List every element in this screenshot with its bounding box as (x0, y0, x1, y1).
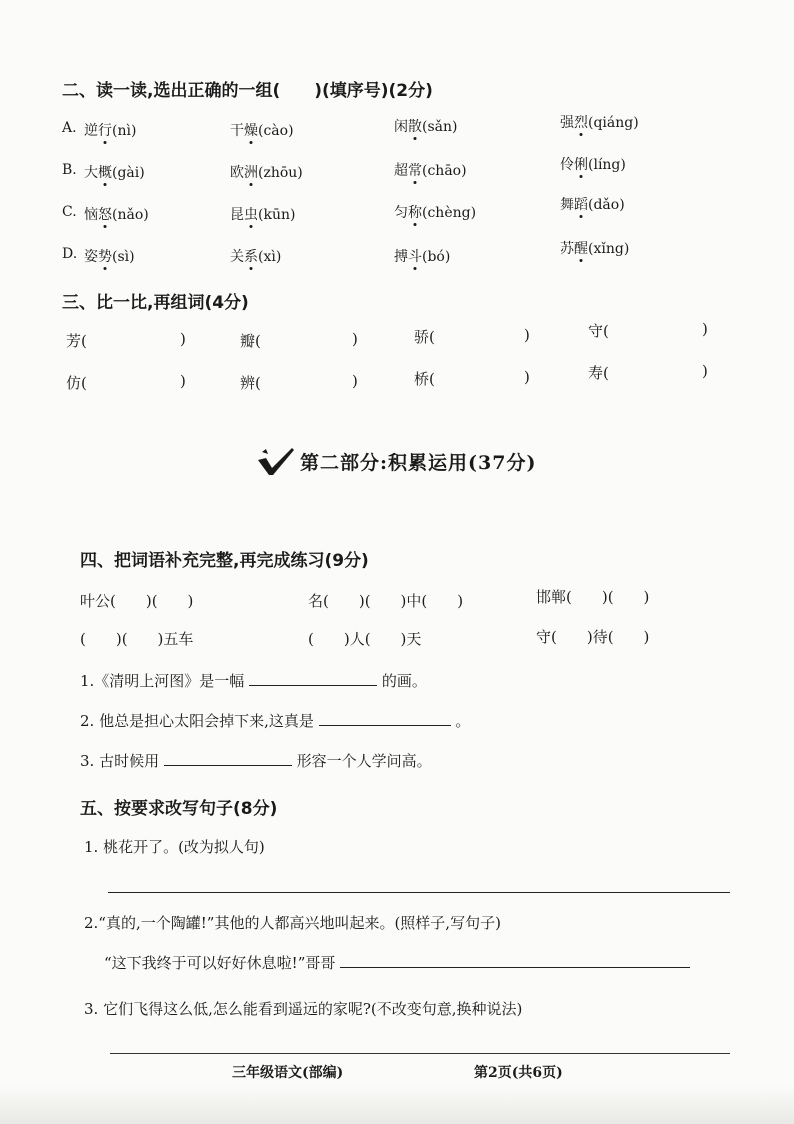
pinyin-text: (chèng) (422, 205, 477, 221)
word-pinyin-item (230, 204, 295, 224)
s4-q2-text: 2. 他总是担心太阳会掉下来,这真是 (80, 712, 314, 730)
close-paren: ) (180, 330, 186, 348)
s4-q1-text: 1.《清明上河图》是一幅 (80, 672, 245, 690)
pinyin-text: (zhōu) (258, 165, 303, 181)
dotted-char: 烈 (574, 112, 588, 132)
char-compare-item: 寿( (588, 364, 609, 382)
close-paren: ) (352, 372, 358, 390)
word-char: 干 (230, 123, 244, 139)
s5-q2-blank[interactable] (340, 967, 690, 968)
s4-q2-end: 。 (455, 712, 471, 730)
word-pinyin-item (230, 162, 303, 182)
s5-question-2-prompt (104, 952, 690, 973)
footer-rule (110, 1053, 730, 1054)
close-paren: ) (702, 320, 708, 338)
word-pinyin-item (84, 162, 145, 182)
word-char: 苏 (560, 241, 574, 257)
pinyin-text: (xì) (258, 249, 282, 265)
word-char: 逆 (84, 123, 98, 139)
word-char: 匀 (394, 205, 408, 221)
word-char: 姿 (84, 249, 98, 265)
word-pinyin-item (394, 246, 450, 266)
s4-q1-end: 的画。 (381, 672, 427, 690)
idiom-1: 叶公( )( ) (80, 592, 194, 610)
pinyin-text: (xǐng) (588, 241, 630, 257)
option-label: C. (62, 204, 77, 220)
word-char: 闲 (394, 119, 408, 135)
s4-question-2 (80, 710, 470, 731)
pinyin-text: (dǎo) (588, 197, 625, 213)
word-pinyin-item (394, 160, 467, 180)
dotted-char: 称 (408, 202, 422, 222)
dotted-char: 怒 (98, 204, 112, 224)
word-pinyin-item (230, 120, 294, 140)
option-label: A. (62, 120, 77, 136)
char-compare-item: 守( (588, 322, 609, 340)
char-compare-item: 芳( (66, 332, 87, 350)
idiom-2: 名( )( )中( ) (308, 592, 464, 610)
scan-shadow (0, 1085, 794, 1124)
footer-grade: 三年级语文(部编) (232, 1065, 344, 1081)
char-compare-item: 骄( (414, 328, 435, 346)
part2-title: 第二部分:积累运用(37分) (300, 451, 537, 474)
word-char: 大 (84, 165, 98, 181)
section2-title: 二、读一读,选出正确的一组( )(填序号)(2分) (62, 81, 433, 101)
word-char: 昆 (230, 207, 244, 223)
s4-q3-end: 形容一个人学问高。 (296, 752, 432, 770)
idiom-3: 邯郸( )( ) (536, 588, 650, 606)
word-pinyin-item (84, 204, 149, 224)
pinyin-text: (nì) (112, 123, 137, 139)
s5-question-1: 1. 桃花开了。(改为拟人句) (84, 838, 265, 856)
close-paren: ) (524, 368, 530, 386)
word-pinyin-item (560, 194, 625, 214)
dotted-char: 行 (98, 120, 112, 140)
dotted-char: 洲 (244, 162, 258, 182)
dotted-char: 散 (408, 116, 422, 136)
pinyin-text: (chāo) (422, 163, 467, 179)
pinyin-text: (sì) (112, 249, 135, 265)
close-paren: ) (702, 362, 708, 380)
dotted-char: 燥 (244, 120, 258, 140)
pinyin-text: (qiáng) (588, 115, 639, 131)
word-char: 伶 (560, 157, 574, 173)
s5-q2-prompt-text: “这下我终于可以好好休息啦!”哥哥 (104, 954, 336, 972)
word-char: 关 (230, 249, 244, 265)
dotted-char: 斗 (408, 246, 422, 266)
close-paren: ) (352, 330, 358, 348)
checkmark-icon (256, 446, 296, 476)
pinyin-text: (sǎn) (422, 119, 458, 135)
pinyin-text: (kūn) (258, 207, 296, 223)
section4-title: 四、把词语补充完整,再完成练习(9分) (80, 551, 369, 571)
dotted-char: 醒 (574, 238, 588, 258)
word-char: 强 (560, 115, 574, 131)
part2-header (256, 446, 536, 476)
word-pinyin-item (230, 246, 281, 266)
pinyin-text: (nǎo) (112, 207, 149, 223)
idiom-5: ( )人( )天 (308, 630, 422, 648)
dotted-char: 势 (98, 246, 112, 266)
s4-question-3 (80, 750, 432, 771)
word-pinyin-item (394, 116, 457, 136)
word-char: 欧 (230, 165, 244, 181)
dotted-char: 蹈 (574, 194, 588, 214)
dotted-char: 常 (408, 160, 422, 180)
word-pinyin-item (394, 202, 476, 222)
word-pinyin-item (84, 246, 135, 266)
close-paren: ) (524, 326, 530, 344)
char-compare-item: 桥( (414, 370, 435, 388)
char-compare-item: 辨( (240, 374, 261, 392)
s5-question-2: 2.“真的,一个陶罐!”其他的人都高兴地叫起来。(照样子,写句子) (84, 914, 501, 932)
option-label: D. (62, 246, 78, 262)
pinyin-text: (cào) (258, 123, 294, 139)
char-compare-item: 仿( (66, 374, 87, 392)
section3-title: 三、比一比,再组词(4分) (62, 293, 249, 313)
idiom-6: 守( )待( ) (536, 628, 650, 646)
idiom-4: ( )( )五车 (80, 630, 194, 648)
dotted-char: 系 (244, 246, 258, 266)
word-pinyin-item (560, 112, 639, 132)
word-char: 超 (394, 163, 408, 179)
option-label: B. (62, 162, 77, 178)
s4-q3-blank[interactable] (164, 765, 292, 766)
s4-q3-text: 3. 古时候用 (80, 752, 160, 770)
dotted-char: 虫 (244, 204, 258, 224)
s4-q2-blank[interactable] (319, 725, 451, 726)
s5-q1-answer-line[interactable] (108, 892, 730, 893)
dotted-char: 概 (98, 162, 112, 182)
pinyin-text: (líng) (588, 157, 626, 173)
word-pinyin-item (560, 154, 626, 174)
close-paren: ) (180, 372, 186, 390)
s4-q1-blank[interactable] (249, 685, 377, 686)
word-pinyin-item (84, 120, 136, 140)
s5-question-3: 3. 它们飞得这么低,怎么能看到遥远的家呢?(不改变句意,换种说法) (84, 1000, 523, 1018)
word-char: 舞 (560, 197, 574, 213)
footer-page: 第2页(共6页) (474, 1065, 563, 1081)
dotted-char: 俐 (574, 154, 588, 174)
char-compare-item: 瓣( (240, 332, 261, 350)
pinyin-text: (bó) (422, 249, 451, 265)
word-char: 搏 (394, 249, 408, 265)
word-pinyin-item (560, 238, 629, 258)
section5-title: 五、按要求改写句子(8分) (80, 799, 278, 819)
pinyin-text: (gài) (112, 165, 145, 181)
word-char: 恼 (84, 207, 98, 223)
s4-question-1 (80, 670, 427, 691)
